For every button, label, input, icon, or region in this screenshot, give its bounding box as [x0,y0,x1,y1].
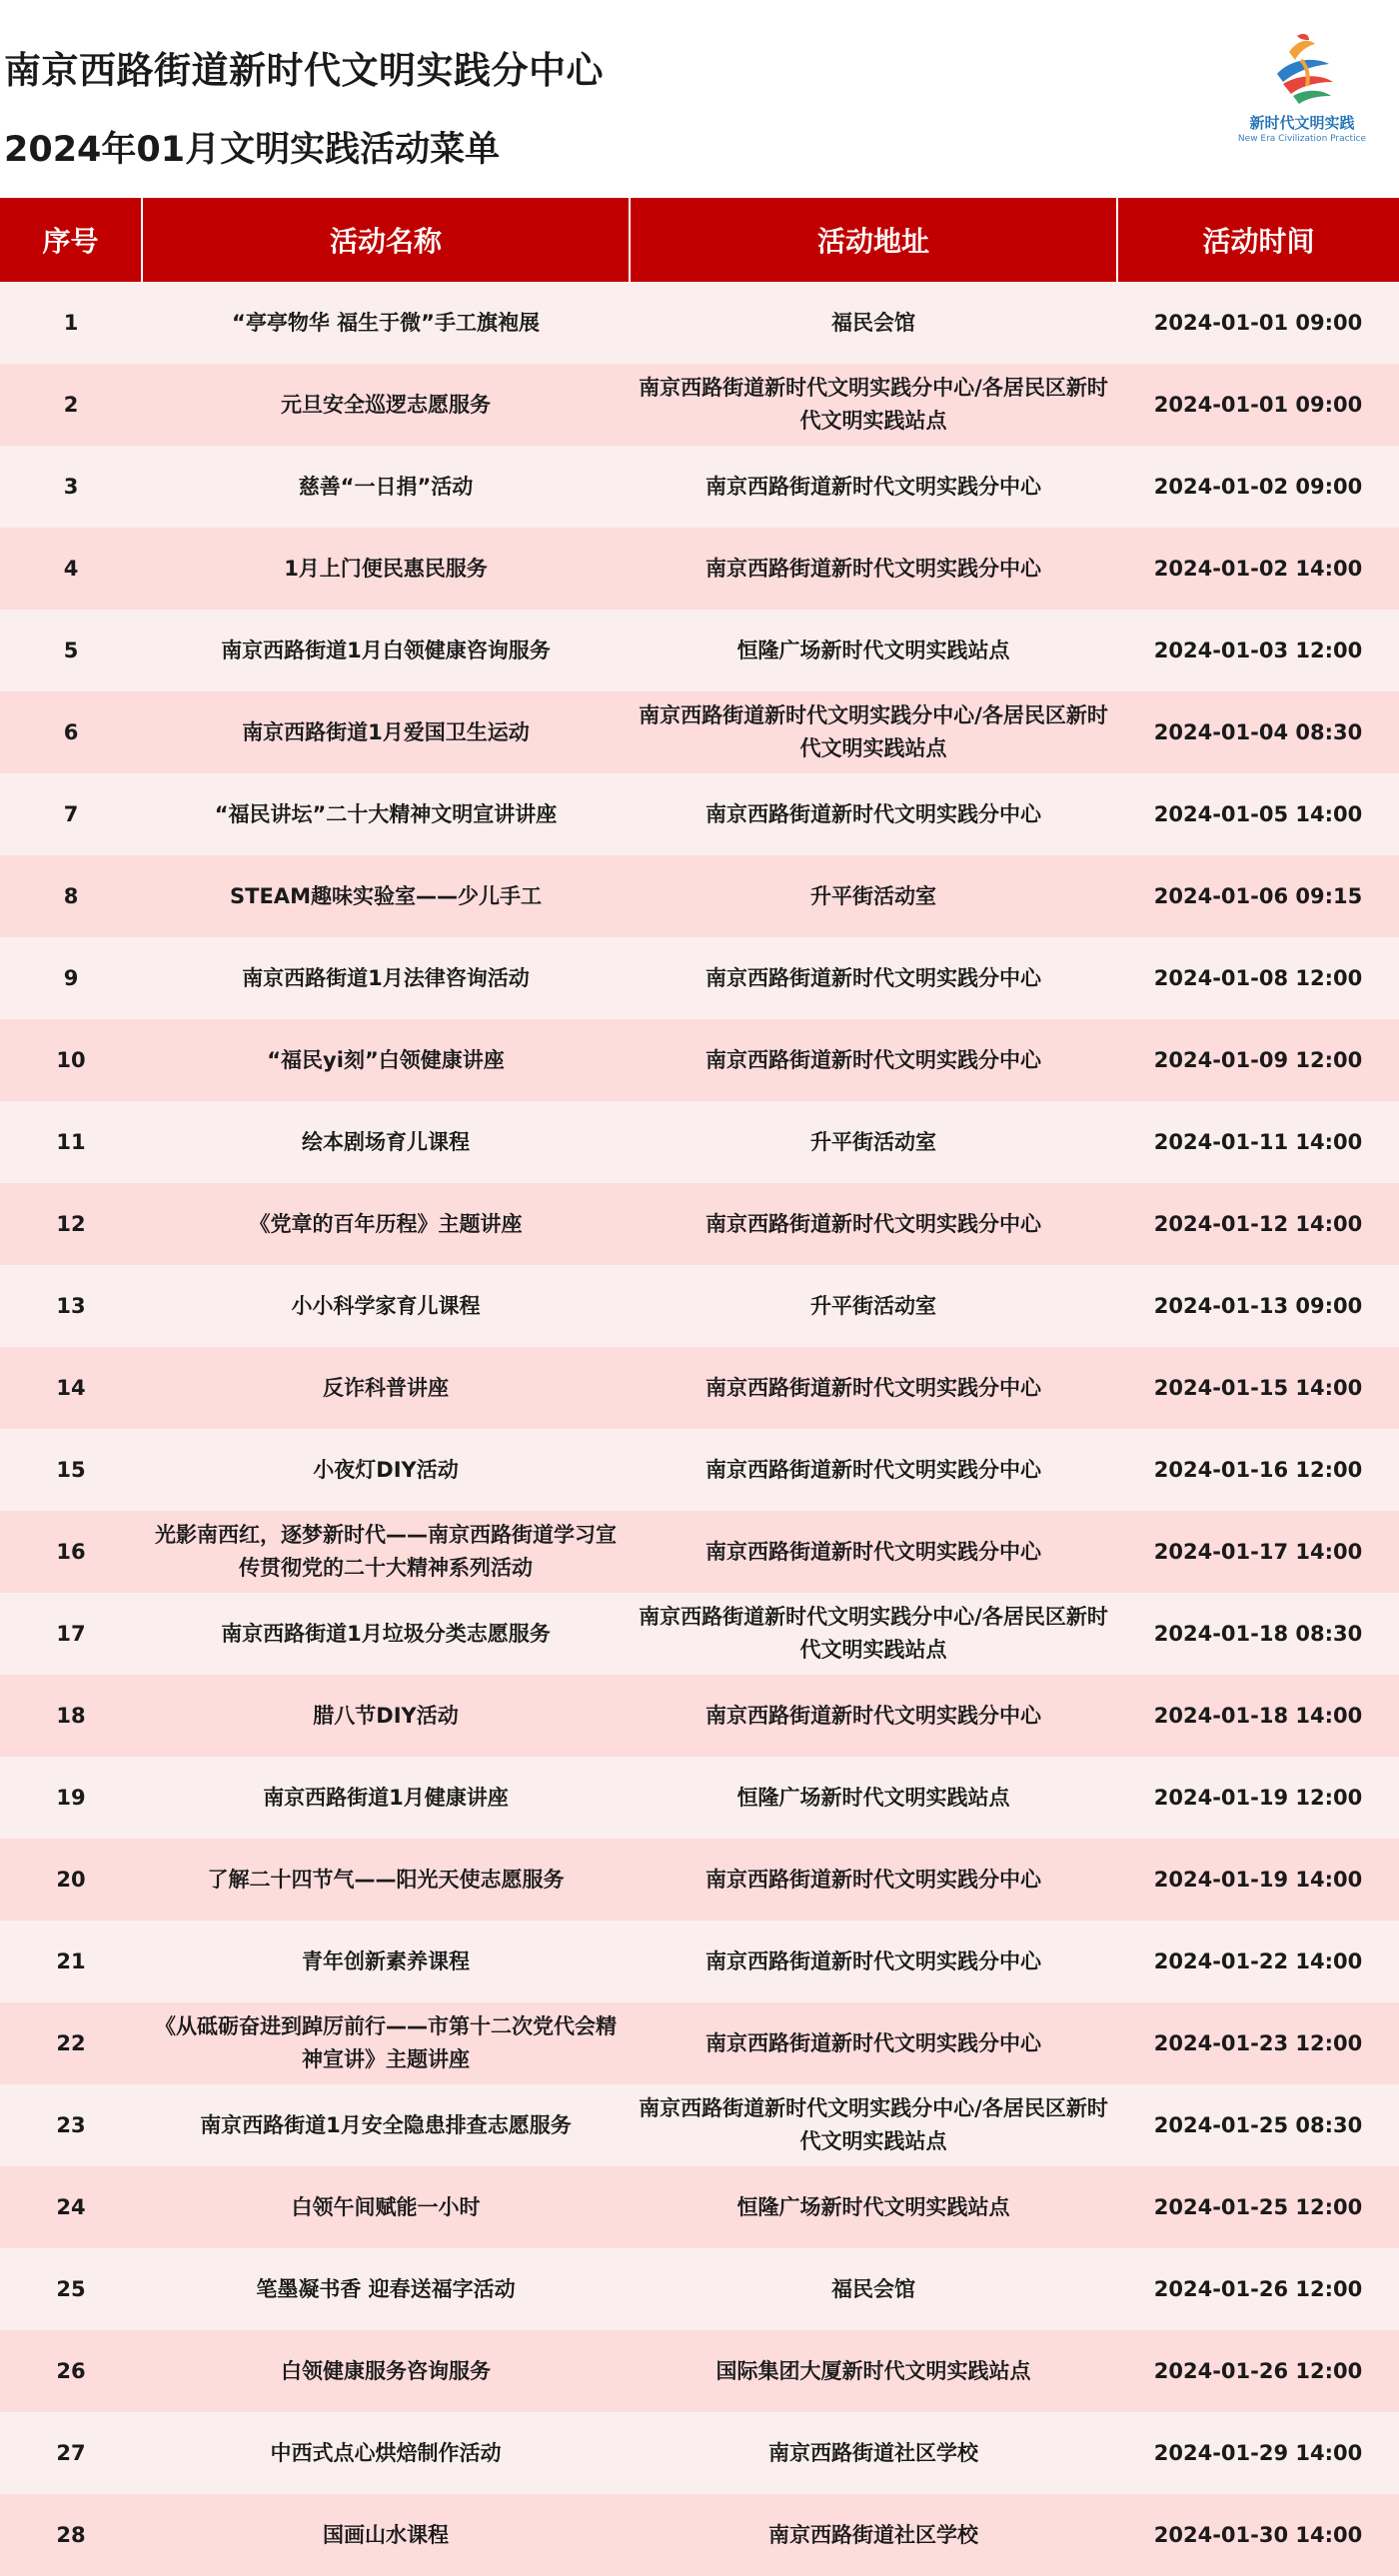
cell-activity-time: 2024-01-02 09:00 [1117,446,1399,528]
cell-activity-name: 中西式点心烘焙制作活动 [142,2412,630,2494]
cell-activity-time: 2024-01-26 12:00 [1117,2248,1399,2330]
cell-activity-name: 绘本剧场育儿课程 [142,1101,630,1183]
cell-activity-name: 反诈科普讲座 [142,1347,630,1429]
header-number: 序号 [0,198,142,282]
table-row [0,1019,1399,1101]
cell-activity-name: “福民讲坛”二十大精神文明宣讲讲座 [142,773,630,855]
cell-activity-address: 南京西路街道新时代文明实践分中心 [630,1429,1117,1511]
page-title: 南京西路街道新时代文明实践分中心 [4,49,604,92]
activity-table [0,198,1399,2576]
cell-number: 24 [0,2166,142,2248]
cell-number: 12 [0,1183,142,1265]
header-activity-time: 活动时间 [1117,198,1399,282]
table-row [0,1593,1399,1675]
cell-number: 5 [0,610,142,691]
cell-activity-name: 南京西路街道1月安全隐患排查志愿服务 [142,2084,630,2166]
cell-activity-time: 2024-01-16 12:00 [1117,1429,1399,1511]
cell-number: 11 [0,1101,142,1183]
cell-number: 8 [0,855,142,937]
cell-number: 1 [0,282,142,364]
cell-activity-address: 南京西路街道新时代文明实践分中心 [630,2002,1117,2084]
table-row [0,1101,1399,1183]
logo-text: 新时代文明实践 [1249,114,1355,132]
cell-activity-time: 2024-01-25 08:30 [1117,2084,1399,2166]
table-row [0,2166,1399,2248]
table-row [0,610,1399,691]
table-row [0,1347,1399,1429]
cell-activity-address: 南京西路街道新时代文明实践分中心 [630,937,1117,1019]
cell-number: 14 [0,1347,142,1429]
cell-activity-address: 福民会馆 [630,2248,1117,2330]
cell-activity-time: 2024-01-19 12:00 [1117,1757,1399,1839]
cell-number: 7 [0,773,142,855]
cell-number: 23 [0,2084,142,2166]
cell-activity-time: 2024-01-26 12:00 [1117,2330,1399,2412]
table-row [0,773,1399,855]
cell-number: 3 [0,446,142,528]
cell-activity-address: 南京西路街道新时代文明实践分中心 [630,773,1117,855]
cell-number: 16 [0,1511,142,1593]
cell-activity-address: 福民会馆 [630,282,1117,364]
table-row [0,1429,1399,1511]
cell-activity-address: 南京西路街道新时代文明实践分中心 [630,1675,1117,1757]
table-row [0,2248,1399,2330]
cell-activity-name: 腊八节DIY活动 [142,1675,630,1757]
cell-activity-address: 南京西路街道新时代文明实践分中心/各居民区新时代文明实践站点 [630,364,1117,446]
cell-number: 20 [0,1839,142,1921]
cell-activity-time: 2024-01-13 09:00 [1117,1265,1399,1347]
cell-number: 9 [0,937,142,1019]
cell-activity-time: 2024-01-08 12:00 [1117,937,1399,1019]
cell-activity-address: 南京西路街道新时代文明实践分中心 [630,1511,1117,1593]
cell-number: 19 [0,1757,142,1839]
cell-activity-address: 国际集团大厦新时代文明实践站点 [630,2330,1117,2412]
page-subtitle: 2024年01月文明实践活动菜单 [4,130,501,170]
cell-activity-name: 小小科学家育儿课程 [142,1265,630,1347]
header-activity-address: 活动地址 [630,198,1117,282]
cell-activity-name: 南京西路街道1月法律咨询活动 [142,937,630,1019]
logo-subtext: New Era Civilization Practice [1237,134,1367,144]
table-row [0,364,1399,446]
cell-number: 4 [0,528,142,610]
cell-activity-name: 《党章的百年历程》主题讲座 [142,1183,630,1265]
table-body [0,282,1399,2576]
table-row [0,1511,1399,1593]
cell-activity-time: 2024-01-11 14:00 [1117,1101,1399,1183]
cell-activity-time: 2024-01-06 09:15 [1117,855,1399,937]
cell-activity-name: 《从砥砺奋进到踔厉前行——市第十二次党代会精神宣讲》主题讲座 [142,2002,630,2084]
cell-activity-address: 南京西路街道新时代文明实践分中心/各居民区新时代文明实践站点 [630,1593,1117,1675]
cell-activity-name: 光影南西红，逐梦新时代——南京西路街道学习宣传贯彻党的二十大精神系列活动 [142,1511,630,1593]
cell-activity-address: 南京西路街道新时代文明实践分中心 [630,1019,1117,1101]
cell-number: 2 [0,364,142,446]
cell-activity-name: 南京西路街道1月健康讲座 [142,1757,630,1839]
cell-activity-name: 白领午间赋能一小时 [142,2166,630,2248]
cell-activity-address: 南京西路街道新时代文明实践分中心/各居民区新时代文明实践站点 [630,691,1117,773]
cell-activity-time: 2024-01-02 14:00 [1117,528,1399,610]
table-row [0,2494,1399,2576]
cell-activity-address: 南京西路街道新时代文明实践分中心 [630,1839,1117,1921]
cell-activity-name: 笔墨凝书香 迎春送福字活动 [142,2248,630,2330]
cell-activity-address: 南京西路街道新时代文明实践分中心 [630,1347,1117,1429]
table-row [0,2330,1399,2412]
cell-activity-address: 南京西路街道新时代文明实践分中心 [630,1183,1117,1265]
cell-number: 6 [0,691,142,773]
cell-number: 15 [0,1429,142,1511]
table-header-row [0,198,1399,282]
cell-number: 10 [0,1019,142,1101]
cell-activity-name: 南京西路街道1月白领健康咨询服务 [142,610,630,691]
cell-number: 18 [0,1675,142,1757]
table-row [0,2412,1399,2494]
table-row [0,1183,1399,1265]
cell-activity-time: 2024-01-04 08:30 [1117,691,1399,773]
table-row [0,446,1399,528]
table-row [0,691,1399,773]
table-row [0,528,1399,610]
cell-activity-address: 南京西路街道社区学校 [630,2412,1117,2494]
table-row [0,1757,1399,1839]
table-row [0,282,1399,364]
table-row [0,1921,1399,2002]
cell-activity-name: 元旦安全巡逻志愿服务 [142,364,630,446]
cell-activity-name: “亭亭物华 福生于微”手工旗袍展 [142,282,630,364]
cell-number: 26 [0,2330,142,2412]
cell-activity-time: 2024-01-18 08:30 [1117,1593,1399,1675]
cell-activity-name: 1月上门便民惠民服务 [142,528,630,610]
cell-activity-name: 南京西路街道1月爱国卫生运动 [142,691,630,773]
page-header [0,0,1399,198]
cell-activity-time: 2024-01-01 09:00 [1117,282,1399,364]
cell-activity-time: 2024-01-22 14:00 [1117,1921,1399,2002]
cell-activity-time: 2024-01-01 09:00 [1117,364,1399,446]
table-row [0,2084,1399,2166]
cell-activity-time: 2024-01-29 14:00 [1117,2412,1399,2494]
cell-activity-name: 青年创新素养课程 [142,1921,630,2002]
cell-activity-address: 南京西路街道社区学校 [630,2494,1117,2576]
cell-number: 21 [0,1921,142,2002]
cell-activity-time: 2024-01-12 14:00 [1117,1183,1399,1265]
logo [1237,30,1367,148]
cell-activity-name: 了解二十四节气——阳光天使志愿服务 [142,1839,630,1921]
cell-activity-address: 升平街活动室 [630,1265,1117,1347]
cell-activity-address: 南京西路街道新时代文明实践分中心 [630,1921,1117,2002]
cell-activity-address: 升平街活动室 [630,855,1117,937]
cell-activity-name: 慈善“一日捐”活动 [142,446,630,528]
cell-activity-address: 恒隆广场新时代文明实践站点 [630,2166,1117,2248]
table-row [0,1839,1399,1921]
cell-activity-time: 2024-01-03 12:00 [1117,610,1399,691]
cell-activity-address: 恒隆广场新时代文明实践站点 [630,1757,1117,1839]
table-row [0,855,1399,937]
cell-activity-time: 2024-01-25 12:00 [1117,2166,1399,2248]
cell-number: 25 [0,2248,142,2330]
cell-activity-time: 2024-01-05 14:00 [1117,773,1399,855]
logo-mark-icon [1237,30,1367,110]
cell-activity-address: 升平街活动室 [630,1101,1117,1183]
cell-number: 28 [0,2494,142,2576]
cell-activity-time: 2024-01-19 14:00 [1117,1839,1399,1921]
cell-activity-name: “福民yi刻”白领健康讲座 [142,1019,630,1101]
cell-activity-name: 白领健康服务咨询服务 [142,2330,630,2412]
cell-activity-time: 2024-01-09 12:00 [1117,1019,1399,1101]
cell-number: 22 [0,2002,142,2084]
cell-activity-name: 国画山水课程 [142,2494,630,2576]
cell-activity-address: 南京西路街道新时代文明实践分中心 [630,446,1117,528]
cell-number: 13 [0,1265,142,1347]
cell-activity-time: 2024-01-15 14:00 [1117,1347,1399,1429]
cell-activity-name: 南京西路街道1月垃圾分类志愿服务 [142,1593,630,1675]
cell-number: 27 [0,2412,142,2494]
table-row [0,2002,1399,2084]
cell-activity-time: 2024-01-30 14:00 [1117,2494,1399,2576]
cell-activity-time: 2024-01-23 12:00 [1117,2002,1399,2084]
table-row [0,1675,1399,1757]
cell-activity-name: 小夜灯DIY活动 [142,1429,630,1511]
cell-activity-address: 南京西路街道新时代文明实践分中心/各居民区新时代文明实践站点 [630,2084,1117,2166]
cell-activity-address: 南京西路街道新时代文明实践分中心 [630,528,1117,610]
table-row [0,937,1399,1019]
cell-activity-name: STEAM趣味实验室——少儿手工 [142,855,630,937]
header-activity-name: 活动名称 [142,198,630,282]
table-row [0,1265,1399,1347]
cell-activity-time: 2024-01-17 14:00 [1117,1511,1399,1593]
cell-activity-address: 恒隆广场新时代文明实践站点 [630,610,1117,691]
cell-number: 17 [0,1593,142,1675]
cell-activity-time: 2024-01-18 14:00 [1117,1675,1399,1757]
